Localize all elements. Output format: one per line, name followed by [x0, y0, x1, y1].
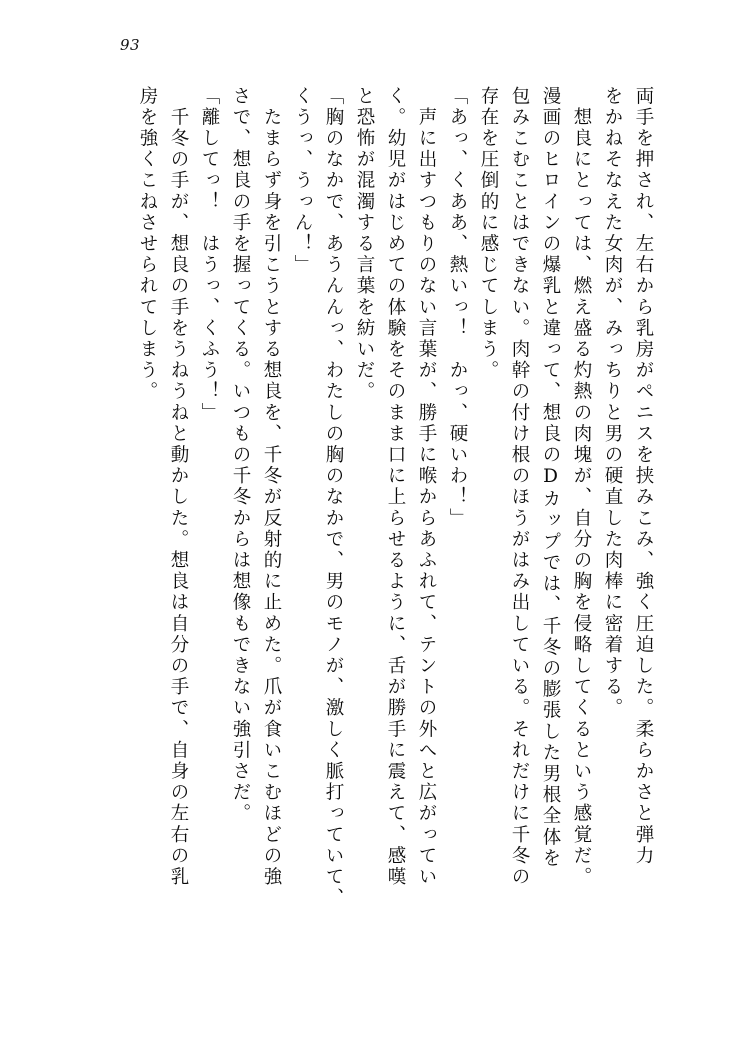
- text-line: 包みこむことはできない。肉幹の付け根のほうがはみ出している。それだけに千冬の: [509, 86, 530, 888]
- text-line: 「離してっ！ はうっ、くふう！」: [199, 86, 220, 424]
- text-line: くうっ、うっん！」: [292, 86, 313, 276]
- text-line: く。幼児がはじめての体験をそのまま口に上らせるように、舌が勝手に震えて、感嘆: [385, 86, 406, 888]
- text-line: さで、想良の手を握ってくる。いつもの千冬からは想像もできない強引さだ。: [230, 86, 251, 825]
- text-line: 「胸のなかで、あうんんっ、わたしの胸のなかで、男のモノが、激しく脈打っていて、: [323, 86, 344, 909]
- text-line: 声に出すつもりのない言葉が、勝手に喉からあふれて、テントの外へと広がってい: [416, 86, 437, 888]
- text-line: 「あっ、くああ、熱いっ！ かっ、硬いわ！」: [447, 86, 468, 530]
- text-line: 想良にとっては、燃え盛る灼熱の肉塊が、自分の胸を侵略してくるという感覚だ。: [571, 86, 592, 888]
- text-line: 漫画のヒロインの爆乳と違って、想良のDカップでは、千冬の膨張した男根全体を: [540, 86, 561, 870]
- page-number: 93: [120, 36, 141, 54]
- text-line: 千冬の手が、想良の手をうねうねと動かした。想良は自分の手で、自身の左右の乳: [168, 86, 189, 888]
- text-line: 両手を押され、左右から乳房がペニスを挟みこみ、強く圧迫した。柔らかさと弾力: [633, 86, 654, 867]
- vertical-text-body: [92, 86, 652, 966]
- text-line: たまらず身を引こうとする想良を、千冬が反射的に止めた。爪が食いこむほどの強: [261, 86, 282, 888]
- text-line: 存在を圧倒的に感じてしまう。: [478, 86, 499, 382]
- text-line: 房を強くこねさせられてしまう。: [137, 86, 158, 403]
- text-line: をかねそなえた女肉が、みっちりと男の硬直した肉棒に密着する。: [602, 86, 623, 719]
- text-line: と恐怖が混濁する言葉を紡いだ。: [354, 86, 375, 403]
